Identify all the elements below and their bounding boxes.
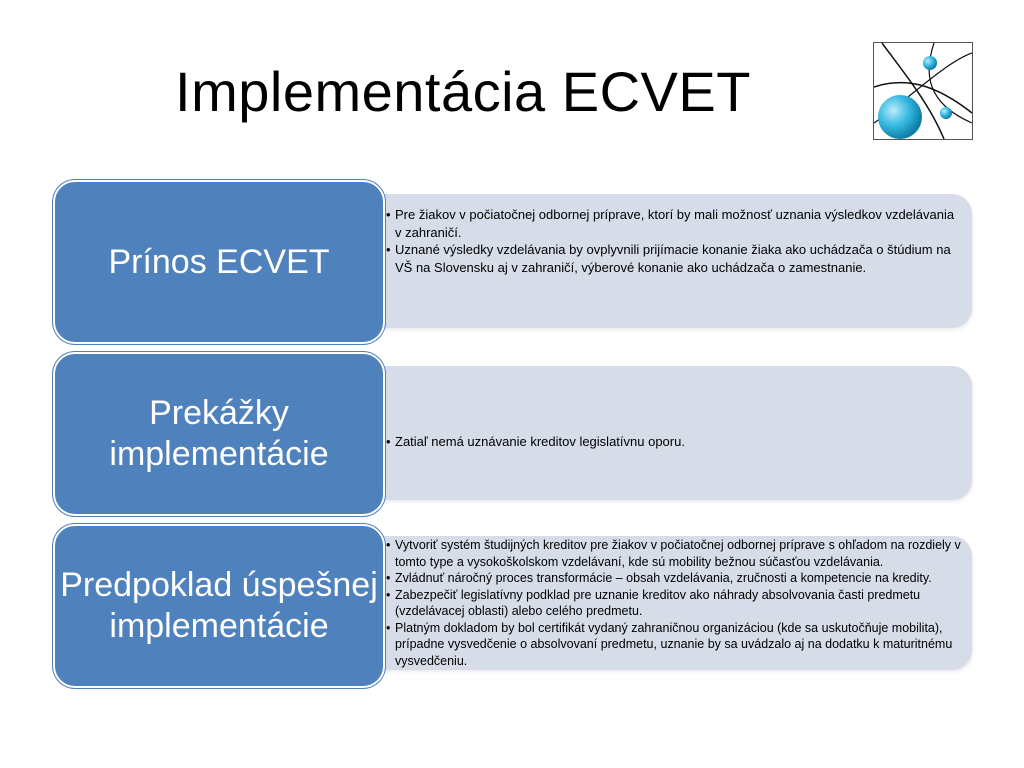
section-1-heading-box — [53, 180, 385, 344]
section-2-heading-box — [53, 352, 385, 516]
bullet-item: • Platným dokladom by bol certifikát vydaný zahraničnou organizáciou (kde sa uskutočňuje mobilita), prípadne vysvedčenie o absolvovaní predmetu, uznanie by sa uvádzalo aj na dodatku k maturitnému vysvedčeniu. — [386, 620, 964, 670]
section-3-bullets — [386, 537, 964, 669]
section-1-bullets — [386, 206, 964, 276]
atom-logo-icon — [873, 42, 973, 140]
section-3-heading: Predpoklad úspešnej implementácie — [60, 566, 378, 645]
bullet-item: • Vytvoriť systém študijných kreditov pre žiakov v počiatočnej odbornej príprave s ohľadom na rozdiely v tomto type a vysokoškolskom vzdelávaní, kde sú mobility bežnou súčasťou vzdelávania. — [386, 537, 964, 570]
slide-title: Implementácia ECVET — [175, 60, 751, 123]
bullet-item: • Zatiaľ nemá uznávanie kreditov legislatívnu oporu. — [386, 433, 964, 451]
section-3-heading-box — [53, 524, 385, 688]
bullet-item: • Pre žiakov v počiatočnej odbornej príprave, ktorí by mali možnosť uznania výsledkov vzdelávania v zahraničí. — [386, 206, 964, 241]
bullet-item: • Uznané výsledky vzdelávania by ovplyvnili prijímacie konanie žiaka ako uchádzača o štúdium na VŠ na Slovensku aj v zahraničí, výberové konanie ako uchádzača o zamestnanie. — [386, 241, 964, 276]
bullet-item: • Zvládnuť náročný proces transformácie – obsah vzdelávania, zručnosti a kompetencie na kredity. — [386, 570, 964, 587]
section-2-bullets — [386, 433, 964, 451]
section-1-heading: Prínos ECVET — [108, 242, 330, 281]
bullet-item: • Zabezpečiť legislatívny podklad pre uznanie kreditov ako náhrady absolvovania časti predmetu (vzdelávacej oblasti) alebo celého predmetu. — [386, 587, 964, 620]
section-2-heading: Prekážky implementácie — [109, 394, 329, 473]
